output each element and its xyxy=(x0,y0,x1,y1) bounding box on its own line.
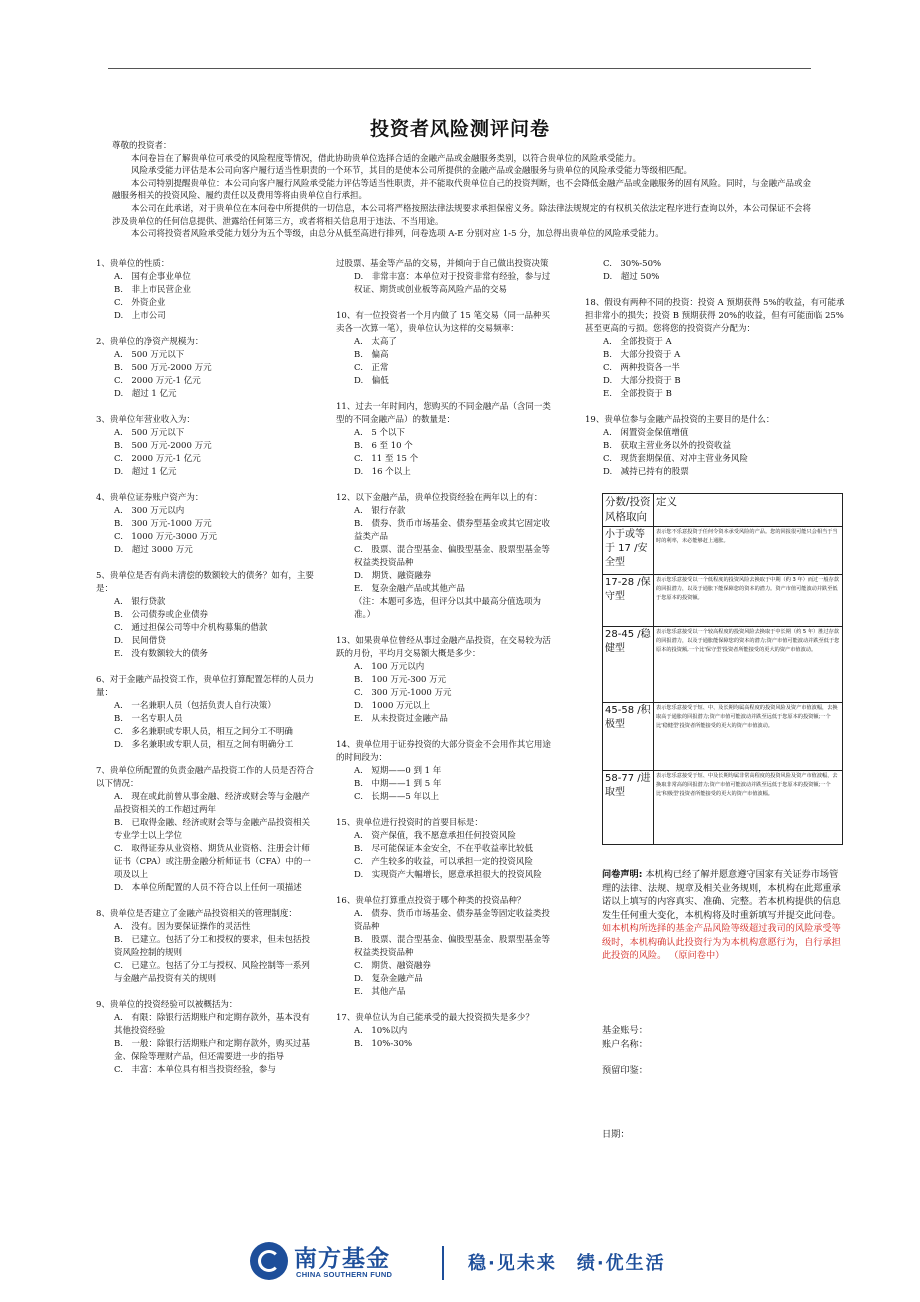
answer-option[interactable]: C. 300 万元-1000 万元 xyxy=(354,688,452,698)
intro-section xyxy=(112,140,812,241)
answer-option[interactable]: D. 民间借贷 xyxy=(114,636,166,646)
answer-option[interactable]: B. 尽可能保证本金安全，不在乎收益率比较低 xyxy=(354,844,533,854)
question-item xyxy=(585,297,845,401)
answer-option[interactable]: B. 500 万元-2000 万元 xyxy=(114,441,212,451)
answer-option[interactable]: A. 现在或此前曾从事金融、经济或财会等与金融产品投资相关的工作超过两年 xyxy=(114,792,310,815)
answer-option[interactable]: A. 银行存款 xyxy=(354,506,406,516)
answer-option[interactable]: E. 全部投资于 B xyxy=(603,389,672,399)
risk-definition: 表示您乐意接受以一个低程度的投资风险去换取于中期（约 3 年）而过一般存款的回报潜力，以及于通胀下能保障您的资本的潜力。资产市值可能波动并跌至低于您原本的投资额。 xyxy=(654,575,843,627)
answer-option[interactable]: C. 30%-50% xyxy=(603,259,662,269)
answer-option[interactable]: B. 300 万元-1000 万元 xyxy=(114,519,212,529)
answer-option[interactable]: C. 正常 xyxy=(354,363,389,373)
question-item xyxy=(96,570,316,661)
question-item xyxy=(96,414,316,479)
question-item xyxy=(585,258,845,284)
answer-option[interactable]: A. 闲置资金保值增值 xyxy=(603,428,689,438)
table-row xyxy=(603,627,843,703)
answer-option[interactable]: C. 2000 万元-1 亿元 xyxy=(114,376,201,386)
question-item xyxy=(336,739,558,804)
answer-option[interactable]: A. 银行贷款 xyxy=(114,597,166,607)
answer-option[interactable]: A. 300 万元以内 xyxy=(114,506,185,516)
question-item xyxy=(336,401,558,479)
answer-option[interactable]: E. 没有数额较大的债务 xyxy=(114,649,208,659)
answer-option[interactable]: D. 复杂金融产品 xyxy=(354,974,423,984)
answer-option[interactable]: A. 太高了 xyxy=(354,337,397,347)
question-item xyxy=(96,674,316,752)
answer-option[interactable]: C. 现货套期保值、对冲主营业务风险 xyxy=(603,454,748,464)
logo-icon xyxy=(250,1242,288,1280)
risk-level: 17-28 /保守型 xyxy=(603,575,654,627)
answer-option[interactable]: D. 超过 1 亿元 xyxy=(114,467,177,477)
question-text: 6、对于金融产品投资工作，贵单位打算配置怎样的人员力量： xyxy=(96,675,314,698)
question-text: 10、有一位投资者一个月内做了 15 笔交易（同一品种买卖各一次算一笔），贵单位认为这样的交易频率： xyxy=(336,311,551,334)
answer-option[interactable]: D. 本单位所配置的人员不符合以上任何一项描述 xyxy=(114,883,302,893)
risk-level: 58-77 /进取型 xyxy=(603,771,654,845)
answer-option[interactable]: A. 没有。因为要保证操作的灵活性 xyxy=(114,922,251,932)
answer-option[interactable]: C. 已建立。包括了分工与授权、风险控制等一系列与金融产品投资有关的规则 xyxy=(114,961,310,984)
risk-level-table xyxy=(602,493,843,845)
question-item xyxy=(96,908,316,986)
declaration-risk-notice xyxy=(602,922,845,963)
risk-level: 小于或等于 17 /安全型 xyxy=(603,527,654,575)
answer-option[interactable]: A. 短期——0 到 1 年 xyxy=(354,766,442,776)
table-header-definition: 定义 xyxy=(654,494,843,527)
answer-option[interactable]: D. 超过 50% xyxy=(603,272,660,282)
table-row xyxy=(603,703,843,771)
question-item xyxy=(96,999,316,1077)
brand-name-en: CHINA SOUTHERN FUND xyxy=(296,1270,393,1279)
question-item xyxy=(336,258,558,297)
risk-level: 28-45 /稳健型 xyxy=(603,627,654,703)
risk-definition: 表示您乐意接受以一个较高程度的投资风险去换取于中长期（约 5 年）胜过存款的回报潜力，以及于通胀能保障您的资本的潜力;资产市值可能波动并跌至低于您原本的投资额,一个比'保守型'投资者所能接受的更大的资产市值波动。 xyxy=(654,627,843,703)
question-item xyxy=(336,635,558,726)
answer-option[interactable]: C. 两种投资各一半 xyxy=(603,363,680,373)
answer-option[interactable]: A. 500 万元以下 xyxy=(114,350,185,360)
answer-option[interactable]: C. 产生较多的收益，可以承担一定的投资风险 xyxy=(354,857,533,867)
answer-option[interactable]: A. 国有企事业单位 xyxy=(114,272,191,282)
intro-paragraph: 本公司在此承诺，对于贵单位在本问卷中所提供的一切信息，本公司将严格按照法律法规要求承担保密义务。除法律法规规定的有权机关依法定程序进行查询以外，本公司保证不会将涉及贵单位的任何信息提供、泄露给任何第三方，或者将相关信息用于违法、不当用途。 xyxy=(112,203,812,227)
question-note: （注：本题可多选，但评分以其中最高分值选项为准。） xyxy=(354,597,542,620)
answer-option[interactable]: B. 6 至 10 个 xyxy=(354,441,413,451)
question-text: 11、过去一年时间内，您购买的不同金融产品（含同一类型的不同金融产品）的数量是： xyxy=(336,402,551,425)
answer-option[interactable]: E. 其他产品 xyxy=(354,987,406,997)
answer-option[interactable]: C. 11 至 15 个 xyxy=(354,454,419,464)
intro-paragraph: 风险承受能力评估是本公司向客户履行适当性职责的一个环节，其目的是使本公司所提供的金融产品或金融服务与贵单位的风险承受能力等级相匹配。 xyxy=(131,166,693,177)
answer-option[interactable]: B. 已取得金融、经济或财会等与金融产品投资相关专业学士以上学位 xyxy=(114,818,310,841)
answer-option[interactable]: B. 大部分投资于 A xyxy=(603,350,681,360)
answer-option[interactable]: C. 长期——5 年以上 xyxy=(354,792,440,802)
answer-option[interactable]: B. 10%-30% xyxy=(354,1039,413,1049)
answer-option[interactable]: D. 减持已持有的股票 xyxy=(603,467,689,477)
answer-option[interactable]: D. 期货、融资融券 xyxy=(354,571,432,581)
answer-option[interactable]: C. 丰富：本单位具有相当投资经验，参与 xyxy=(114,1065,276,1075)
account-name-field: 账户名称： xyxy=(602,1039,648,1050)
questions-column-2 xyxy=(336,258,558,1064)
question-item xyxy=(336,310,558,388)
question-item xyxy=(336,817,558,882)
answer-option[interactable]: 过股票、基金等产品的交易，并倾向于自己做出投资决策 xyxy=(336,259,549,269)
answer-option[interactable]: D. 多名兼职或专职人员，相互之间有明确分工 xyxy=(114,740,294,750)
answer-option[interactable]: C. 多名兼职或专职人员，相互之间分工不明确 xyxy=(114,727,293,737)
answer-option[interactable]: B. 一名专职人员 xyxy=(114,714,183,724)
question-text: 14、贵单位用于证券投资的大部分资金不会用作其它用途的时间段为： xyxy=(336,740,551,763)
declaration-red-tail: （原问卷中） xyxy=(669,950,725,961)
question-text: 15、贵单位进行投资时的首要目标是： xyxy=(336,818,483,828)
answer-option[interactable]: A. 10%以内 xyxy=(354,1026,408,1036)
declaration-label: 问卷声明: xyxy=(602,869,643,880)
questionnaire-declaration xyxy=(602,868,845,963)
declaration-text: 本机构已经了解并愿意遵守国家有关证券市场管理的法律、法规、规章及相关业务规则，本机构在此郑重承诺以上填写的内容真实、准确、完整。若本机构提供的信息发生任何重大变化，本机构将及时重新填写并提交此问卷。 xyxy=(602,869,841,921)
answer-option[interactable]: B. 公司债券或企业债券 xyxy=(114,610,208,620)
answer-option[interactable]: B. 已建立。包括了分工和授权的要求，但未包括投资风险控制的规则 xyxy=(114,935,310,958)
answer-option[interactable]: B. 非上市民营企业 xyxy=(114,285,191,295)
intro-paragraph: 本公司将投资者风险承受能力划分为五个等级，由总分从低至高进行排列，问卷选项 A-E 分别对应 1-5 分，加总得出贵单位的风险承受能力。 xyxy=(131,229,664,240)
question-item xyxy=(96,336,316,401)
answer-option[interactable]: E. 从未投资过金融产品 xyxy=(354,714,448,724)
answer-option[interactable]: A. 5 个以下 xyxy=(354,428,405,438)
fund-account-field: 基金账号： xyxy=(602,1025,648,1036)
seal-field: 预留印鉴： xyxy=(602,1065,648,1076)
question-text: 13、如果贵单位曾经从事过金融产品投资，在交易较为活跃的月份，平均月交易额大概是多少： xyxy=(336,636,551,659)
answer-option[interactable]: B. 100 万元-300 万元 xyxy=(354,675,447,685)
answer-option[interactable]: A. 资产保值，我不愿意承担任何投资风险 xyxy=(354,831,516,841)
answer-option[interactable]: B. 一般：除银行活期账户和定期存款外，购买过基金、保险等理财产品，但还需要进一步的指导 xyxy=(114,1039,310,1062)
risk-definition: 表示您乐意接受于短、中、及长期均属高程度的投资风险及资产市值波幅，去换取高于通胀的回报潜力;资产市值可能波动并跌至远低于您原本的投资额;一个比'稳健型'投资者所能接受的更大的资产市值波动。 xyxy=(654,703,843,771)
question-text: 4、贵单位证券账户资产为： xyxy=(96,493,204,503)
answer-option[interactable]: B. 获取主营业务以外的投资收益 xyxy=(603,441,731,451)
declaration-red-text: 如本机构所选择的基金产品风险等级超过我司的风险承受等级时，本机构确认此投资行为为本机构意愿行为，自行承担此投资的风险。 xyxy=(602,923,841,961)
page-title: 投资者风险测评问卷 xyxy=(369,118,550,140)
table-row xyxy=(603,771,843,845)
top-rule xyxy=(108,68,811,69)
answer-option[interactable]: C. 1000 万元-3000 万元 xyxy=(114,532,217,542)
answer-option[interactable]: B. 500 万元-2000 万元 xyxy=(114,363,212,373)
salutation: 尊敬的投资者： xyxy=(112,141,172,151)
question-text: 17、贵单位认为自己能承受的最大投资损失是多少？ xyxy=(336,1013,534,1023)
question-item xyxy=(96,765,316,895)
answer-option[interactable]: D. 大部分投资于 B xyxy=(603,376,681,386)
answer-option[interactable]: C. 2000 万元-1 亿元 xyxy=(114,454,201,464)
answer-option[interactable]: D. 偏低 xyxy=(354,376,389,386)
question-item xyxy=(96,492,316,557)
answer-option[interactable]: A. 100 万元以内 xyxy=(354,662,425,672)
question-text: 18、假设有两种不同的投资：投资 A 预期获得 5%的收益，有可能承担非常小的损失；投资 B 预期获得 20%的收益，但有可能面临 25%甚至更高的亏损。您将您的投资资产分配为： xyxy=(585,298,845,334)
answer-option[interactable]: B. 债券、货币市场基金、债券型基金或其它固定收益类产品 xyxy=(354,519,550,542)
brand-name: 南方基金 xyxy=(294,1246,390,1272)
answer-option[interactable]: C. 取得证券从业资格、期货从业资格、注册会计师证书（CPA）或注册金融分析师证书（CFA）中的一项及以上 xyxy=(114,844,311,880)
footer-logo-bar xyxy=(250,1240,690,1284)
answer-option[interactable]: D. 非常丰富：本单位对于投资非常有经验，参与过权证、期货或创业板等高风险产品的交易 xyxy=(354,272,551,295)
date-field: 日期： xyxy=(602,1129,630,1140)
questions-column-3 xyxy=(585,258,845,492)
answer-option[interactable]: E. 复杂金融产品或其他产品 xyxy=(354,584,465,594)
question-text: 12、以下金融产品，贵单位投资经验在两年以上的有： xyxy=(336,493,543,503)
answer-option[interactable]: A. 全部投资于 A xyxy=(603,337,672,347)
answer-option[interactable]: B. 偏高 xyxy=(354,350,389,360)
question-text: 16、贵单位打算重点投资于哪个种类的投资品种？ xyxy=(336,896,526,906)
questions-column-1 xyxy=(96,258,316,1090)
question-text: 3、贵单位年营业收入为： xyxy=(96,415,195,425)
answer-option[interactable]: C. 股票、混合型基金、偏股型基金、股票型基金等权益类投资品种 xyxy=(354,545,550,568)
answer-option[interactable]: C. 通过担保公司等中介机构募集的借款 xyxy=(114,623,268,633)
question-item xyxy=(585,414,845,479)
answer-option[interactable]: B. 股票、混合型基金、偏股型基金、股票型基金等权益类投资品种 xyxy=(354,935,550,958)
divider xyxy=(442,1246,444,1280)
answer-option[interactable]: A. 500 万元以下 xyxy=(114,428,185,438)
intro-paragraph: 本公司特别提醒贵单位：本公司向客户履行风险承受能力评估等适当性职责，并不能取代贵单位自己的投资判断，也不会降低金融产品或金融服务的固有风险。同时，与金融产品或金融服务相关的投资风险、履约责任以及费用等将由贵单位自行承担。 xyxy=(112,178,812,202)
answer-option[interactable]: D. 16 个以上 xyxy=(354,467,411,477)
question-text: 7、贵单位所配置的负责金融产品投资工作的人员是否符合以下情况： xyxy=(96,766,314,789)
answer-option[interactable]: D. 超过 1 亿元 xyxy=(114,389,177,399)
answer-option[interactable]: C. 期货、融资融券 xyxy=(354,961,431,971)
table-row xyxy=(603,527,843,575)
question-text: 2、贵单位的净资产规模为： xyxy=(96,337,204,347)
question-item xyxy=(336,1012,558,1051)
question-item xyxy=(336,895,558,999)
question-text: 1、贵单位的性质： xyxy=(96,259,170,269)
brand-slogan: 稳·见未来 绩·优生活 xyxy=(468,1253,666,1274)
answer-option[interactable]: A. 一名兼职人员（包括负责人自行决策） xyxy=(114,701,276,711)
answer-option[interactable]: A. 有限：除银行活期账户和定期存款外，基本没有其他投资经验 xyxy=(114,1013,310,1036)
answer-option[interactable]: D. 超过 3000 万元 xyxy=(114,545,193,555)
question-text: 8、贵单位是否建立了金融产品投资相关的管理制度： xyxy=(96,909,297,919)
question-text: 19、贵单位参与金融产品投资的主要目的是什么： xyxy=(585,415,775,425)
answer-option[interactable]: D. 1000 万元以上 xyxy=(354,701,431,711)
question-text: 5、贵单位是否有尚未清偿的数额较大的债务？如有，主要是： xyxy=(96,571,314,594)
risk-definition: 表示您乐意接受于短、中及长期均属非常高程度的投资风险及资产市值波幅，去换取非常高的回报潜力;资产市值可能波动并跌至远低于您原本的投资额;一个比'积极型'投资者所能接受的更大的资产市值波幅。 xyxy=(654,771,843,845)
answer-option[interactable]: C. 外资企业 xyxy=(114,298,166,308)
question-item xyxy=(336,492,558,622)
table-row xyxy=(603,575,843,627)
question-item xyxy=(96,258,316,323)
intro-paragraph: 本问卷旨在了解贵单位可承受的风险程度等情况，借此协助贵单位选择合适的金融产品或金融服务类别，以符合贵单位的风险承受能力。 xyxy=(131,153,642,164)
table-header-level: 分数/投资风格取向 xyxy=(603,494,654,527)
answer-option[interactable]: D. 实现资产大幅增长，愿意承担很大的投资风险 xyxy=(354,870,542,880)
answer-option[interactable]: B. 中期——1 到 5 年 xyxy=(354,779,442,789)
answer-option[interactable]: A. 债券、货币市场基金、债券基金等固定收益类投资品种 xyxy=(354,909,550,932)
risk-definition: 表示您不乐意投资于任何令资本承受风险的产品。您的回报很可能只会相当于当时的利率，未必能够赶上通胀。 xyxy=(654,527,843,575)
answer-option[interactable]: D. 上市公司 xyxy=(114,311,166,321)
risk-level: 45-58 /积极型 xyxy=(603,703,654,771)
question-text: 9、贵单位的投资经验可以被概括为： xyxy=(96,1000,238,1010)
